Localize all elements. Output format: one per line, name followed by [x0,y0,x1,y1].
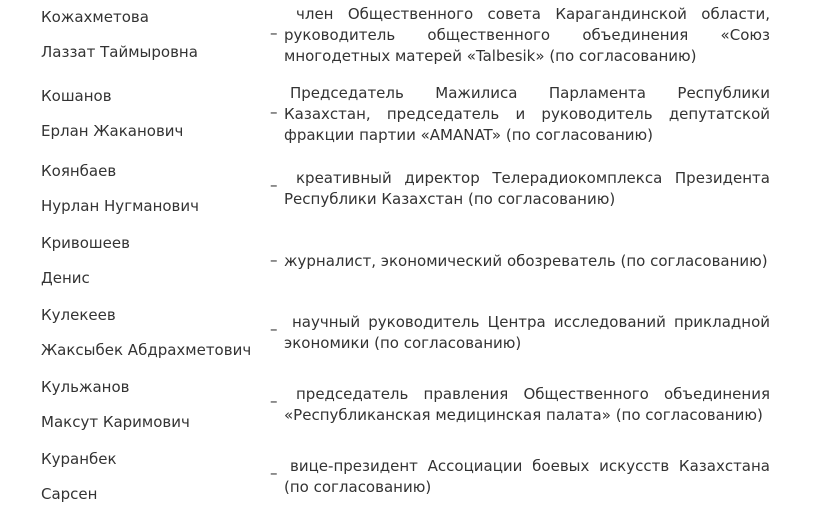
member-dash: – [270,251,278,269]
member-given-name: Ерлан Жаканович [41,122,184,140]
member-description: научный руководитель Центра исследований прикладной экономики (по согласованию) [284,313,770,352]
member-dash: – [270,392,278,410]
member-surname: Кульжанов [41,378,130,396]
member-description: председатель правления Общественного объединения «Республиканская медицинская палата» (по согласованию) [284,385,770,424]
member-dash: – [270,24,278,42]
member-given-name: Максут Каримович [41,413,190,431]
member-dash: – [270,103,278,121]
member-description: член Общественного совета Карагандинской области, руководитель общественного объединения «Союз многодетных матерей «Talbesik» (по согласованию) [284,5,770,65]
member-surname: Куранбек [41,450,117,468]
member-description: Председатель Мажилиса Парламента Республики Казахстан, председатель и руководитель депутатской фракции партии «AMANAT» (по согласованию) [284,84,770,144]
member-given-name: Сарсен [41,485,98,503]
member-surname: Кошанов [41,87,112,105]
member-given-name: Нурлан Нугманович [41,197,200,215]
member-dash: – [270,464,278,482]
member-dash: – [270,320,278,338]
member-given-name: Жаксыбек Абдрахметович [41,341,252,359]
member-given-name: Денис [41,269,90,287]
member-description: вице-президент Ассоциации боевых искусств Казахстана (по согласованию) [284,457,770,496]
member-surname: Коянбаев [41,162,117,180]
member-surname: Кожахметова [41,8,149,26]
member-dash: – [270,176,278,194]
member-surname: Кулекеев [41,306,116,324]
member-given-name: Лаззат Таймыровна [41,43,198,61]
member-description: креативный директор Телерадиокомплекса Президента Республики Казахстан (по согласованию) [284,169,770,208]
member-surname: Кривошеев [41,234,130,252]
member-description: журналист, экономический обозреватель (по согласованию) [284,252,768,270]
